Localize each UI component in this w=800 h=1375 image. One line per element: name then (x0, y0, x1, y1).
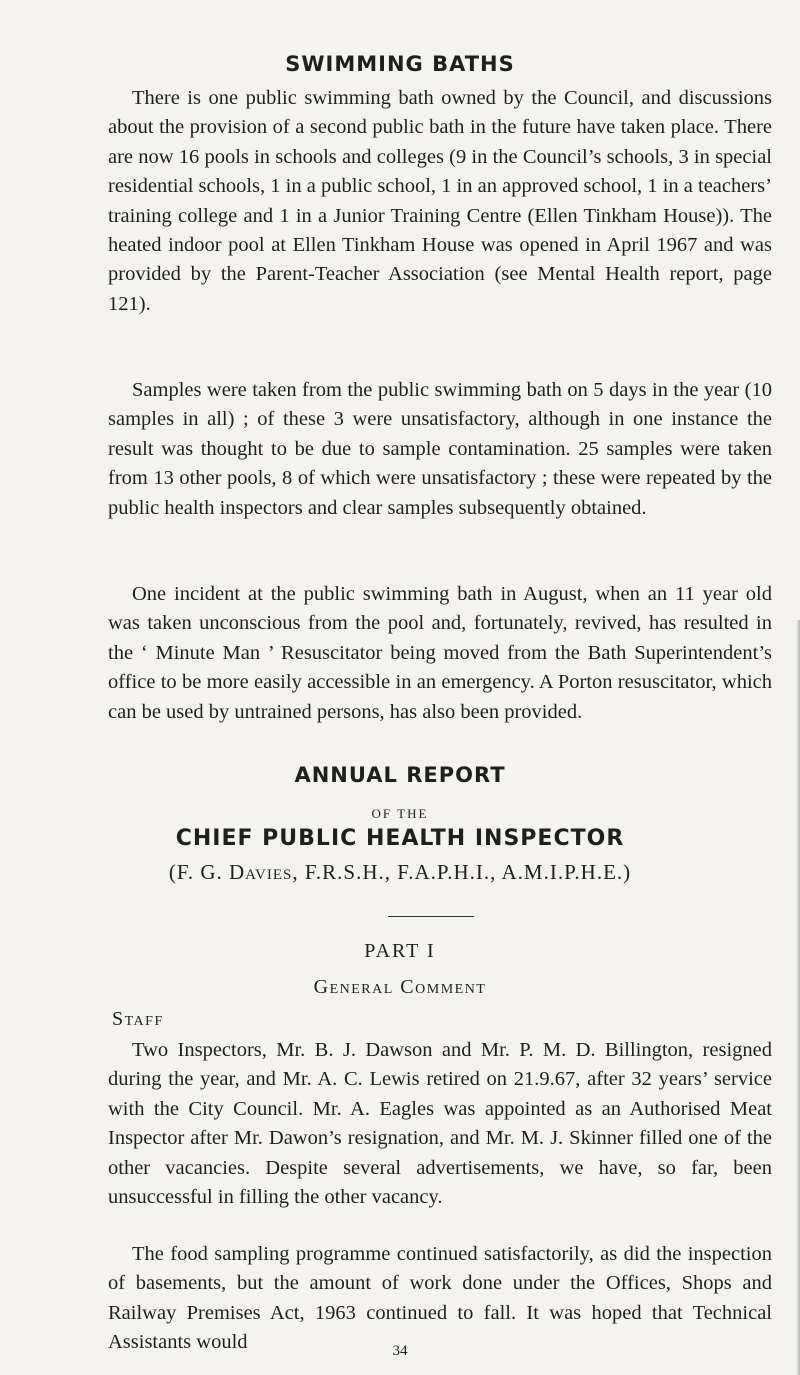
page-edge-shadow (796, 620, 800, 1375)
of-the-text: OF THE (371, 806, 429, 821)
divider-rule (388, 916, 474, 917)
part-heading: PART I (364, 940, 436, 962)
general-comment-heading: General Comment (313, 976, 487, 998)
annual-report-title: ANNUAL REPORT (294, 763, 506, 787)
chief-inspector-title: CHIEF PUBLIC HEALTH INSPECTOR (175, 826, 625, 851)
paragraph-staff: Two Inspectors, Mr. B. J. Dawson and Mr. P. M. D. Billington, resigned during the year, and Mr. A. C. Lewis retired on 21.9.67, after 32 years’ service with the City Council. Mr. A. Eagles was appointed as an Authorised Meat Inspector after Mr. Dawon’s resignation, and Mr. M. J. Skinner filled one of the other vacancies. Despite several advertisements, we have, so far, been unsuccessful in filling the other vacancy. (108, 1039, 772, 1209)
paragraph-food-sampling: The food sampling programme continued satisfactorily, as did the inspection of basements, but the amount of work done under the Offices, Shops and Railway Premises Act, 1963 continued to fall. It was hoped that Technical Assistants would (108, 1243, 772, 1354)
staff-heading: Staff (112, 1008, 164, 1030)
page-number: 34 (392, 1343, 408, 1359)
paragraph-incident: One incident at the public swimming bath in August, when an 11 year old was taken unconscious from the pool and, fortunately, revived, has resulted in the ‘ Minute Man ’ Resuscitator being moved from the Bath Superintendent’s office to be more easily accessible in an emergency. A Porton resuscitator, which can be used by untrained persons, has also been provided. (108, 583, 772, 723)
paragraph-samples: Samples were taken from the public swimming bath on 5 days in the year (10 samples in all) ; of these 3 were unsatisfactory, although in one instance the result was thought to be due to sample contamination. 25 samples were taken from 13 other pools, 8 of which were unsatisfactory ; these were repeated by the public health inspectors and clear samples subsequently obtained. (108, 379, 772, 519)
section-title-swimming-baths: SWIMMING BATHS (285, 52, 515, 76)
inspector-credentials: (F. G. Davies, F.R.S.H., F.A.P.H.I., A.M.I.P.H.E.) (168, 860, 632, 884)
paragraph-public-baths: There is one public swimming bath owned by the Council, and discussions about the provision of a second public bath in the future have taken place. There are now 16 pools in schools and colleges (9 in the Council’s schools, 3 in special residential schools, 1 in a public school, 1 in an approved school, 1 in a teachers’ training college and 1 in a Junior Training Centre (Ellen Tinkham House)). The heated indoor pool at Ellen Tinkham House was opened in April 1967 and was provided by the Parent-Teacher Association (see Mental Health report, page 121). (108, 87, 772, 315)
